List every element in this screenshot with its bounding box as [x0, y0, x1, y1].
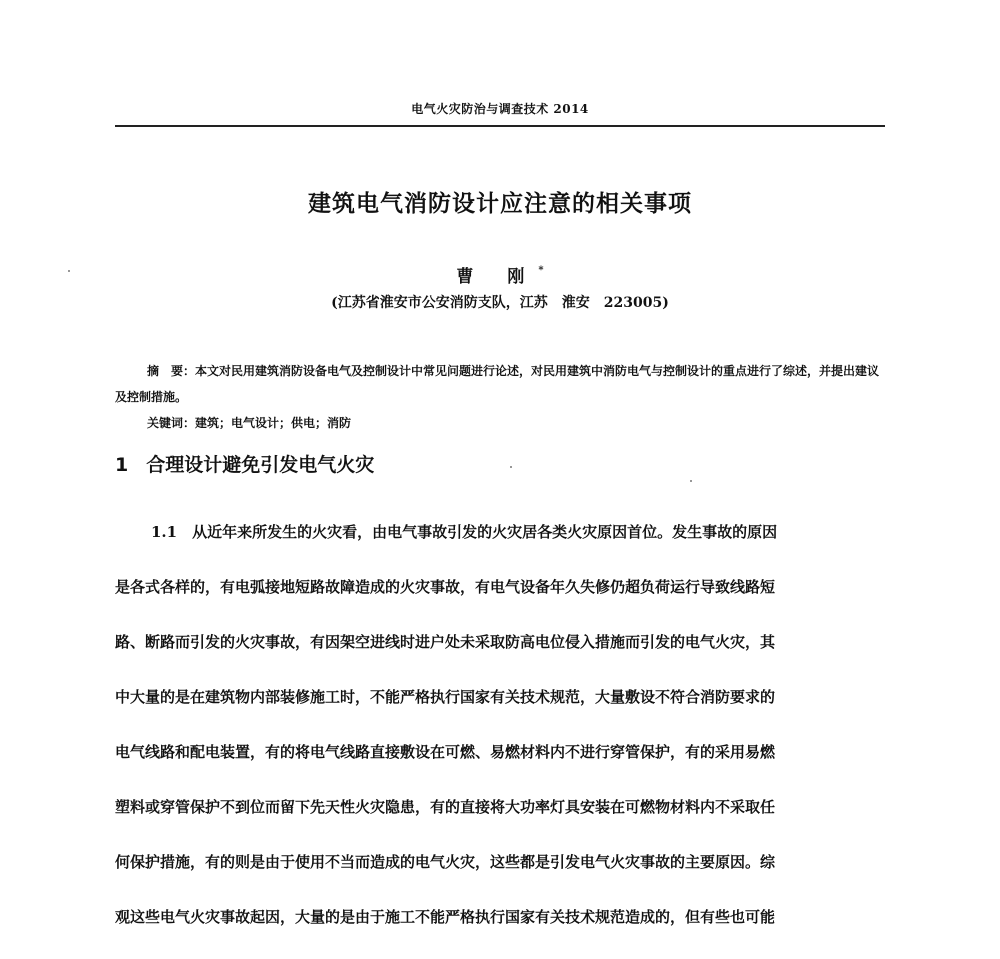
scan-speck: [510, 466, 512, 468]
abstract-block: [115, 358, 885, 436]
section-number: 1: [115, 454, 129, 476]
body-line: 观这些电气火灾事故起因，大量的是由于施工不能严格执行国家有关技术规范造成的，但有些也可能: [115, 907, 776, 926]
body-line: 塑料或穿管保护不到位而留下先天性火灾隐患，有的直接将大功率灯具安装在可燃物材料内不采取任: [115, 797, 776, 816]
header-rule: [115, 125, 885, 127]
affiliation: (江苏省淮安市公安消防支队，江苏 淮安 223005): [331, 295, 669, 311]
author-name: 曹 刚: [456, 267, 539, 287]
body-line-text: 从近年来所发生的火灾看，由电气事故引发的火灾居各类火灾原因首位。发生事故的原因: [192, 522, 778, 541]
scan-speck: [690, 480, 692, 482]
abstract-label: 摘 要：: [147, 364, 196, 378]
keywords-text: 建筑；电气设计；供电；消防: [195, 416, 352, 430]
abstract: [115, 358, 885, 410]
body-line: 中大量的是在建筑物内部装修施工时，不能严格执行国家有关技术规范，大量敷设不符合消防要求的: [115, 687, 776, 706]
body-line: 是各式各样的，有电弧接地短路故障造成的火灾事故，有电气设备年久失修仍超负荷运行导致线路短: [115, 577, 776, 596]
running-head: 电气火灾防治与调查技术 2014: [411, 102, 589, 116]
body-line: 电气线路和配电装置，有的将电气线路直接敷设在可燃、易燃材料内不进行穿管保护，有的采用易燃: [115, 742, 776, 761]
keywords: [115, 410, 885, 436]
body-paragraph: [115, 491, 885, 959]
paragraph-number: 1.1: [151, 522, 178, 541]
author-line: [0, 262, 1000, 287]
scan-speck: [68, 270, 70, 272]
body-line: 路、断路而引发的火灾事故，有因架空进线时进户处未采取防高电位侵入措施而引发的电气火灾，其: [115, 632, 776, 651]
author-footnote-mark: *: [538, 265, 544, 277]
section-heading: [115, 450, 374, 477]
body-line: [115, 519, 885, 547]
body-line: 何保护措施，有的则是由于使用不当而造成的电气火灾，这些都是引发电气火灾事故的主要原因。综: [115, 852, 776, 871]
abstract-text: 本文对民用建筑消防设备电气及控制设计中常见问题进行论述，对民用建筑中消防电气与控制设计的重点进行了综述，并提出建议及控制措施。: [115, 364, 880, 404]
section-title: 合理设计避免引发电气火灾: [146, 454, 375, 476]
keywords-label: 关键词：: [147, 416, 196, 430]
paper-title: 建筑电气消防设计应注意的相关事项: [308, 191, 692, 217]
